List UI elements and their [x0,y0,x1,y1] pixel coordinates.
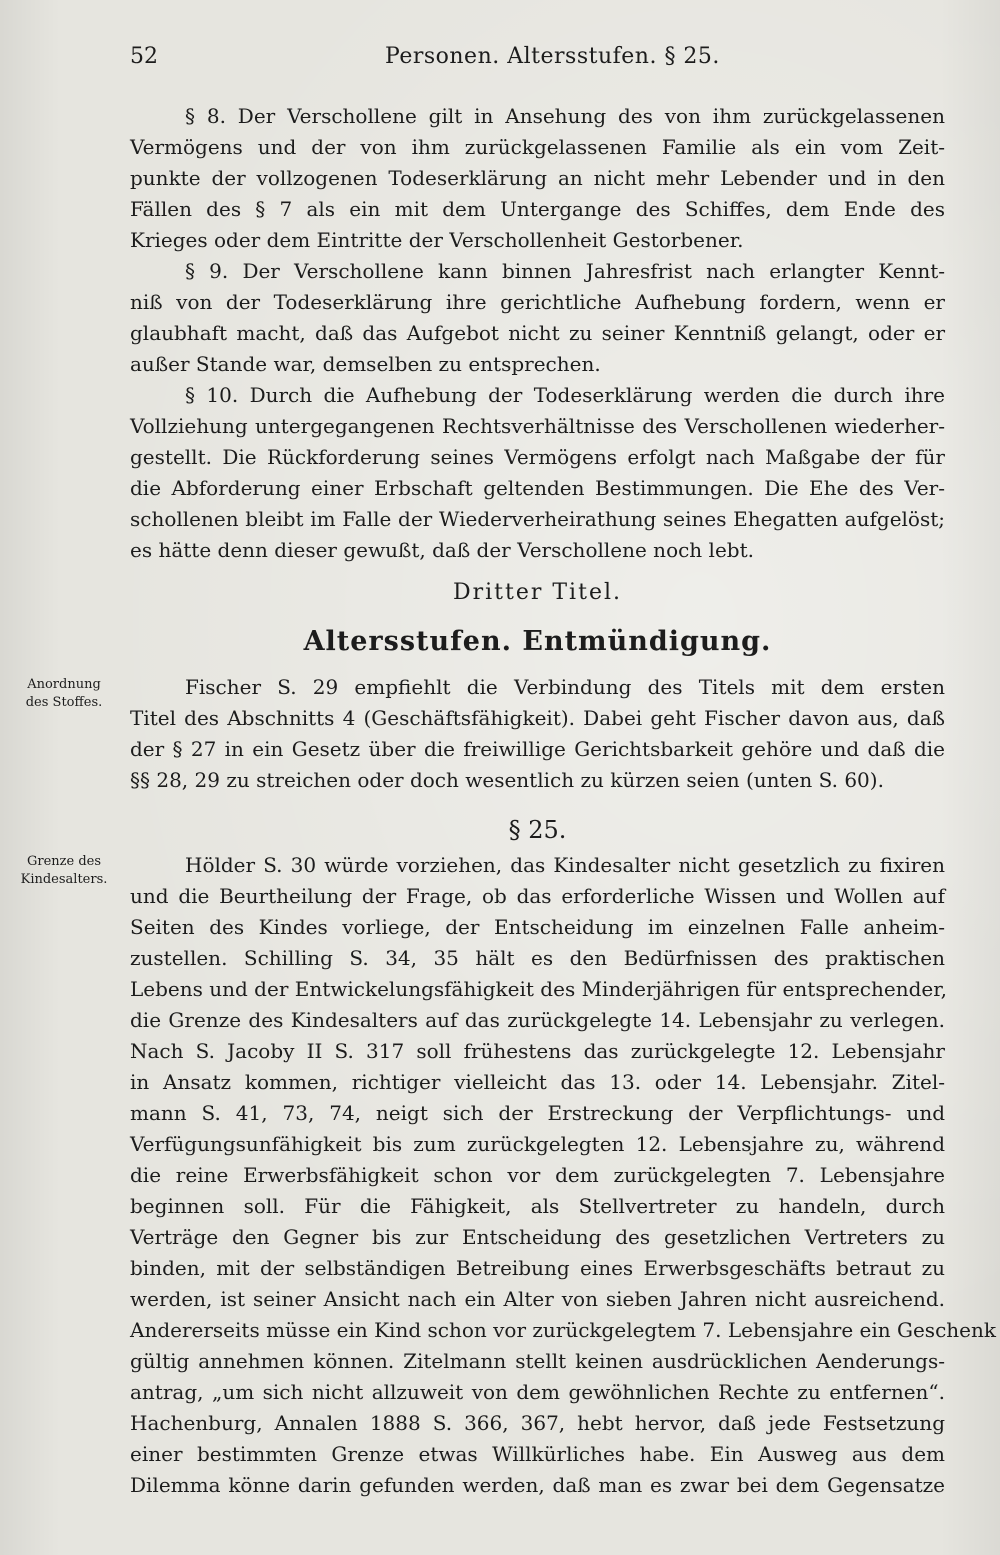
text-line: gestellt. Die Rückforderung seines Vermögens erfolgt nach Maßgabe der für [130,445,945,469]
text-line: Andererseits müsse ein Kind schon vor zurückgelegtem 7. Lebensjahre ein Geschenk [130,1318,996,1342]
text-line: außer Stande war, demselben zu entsprechen. [130,352,601,376]
text-line: antrag, „um sich nicht allzuweit von dem gewöhnlichen Rechte zu entfernen“. [130,1380,945,1404]
text-line: beginnen soll. Für die Fähigkeit, als Stellvertreter zu handeln, durch [130,1194,945,1218]
text-line: Verträge den Gegner bis zur Entscheidung des gesetzlichen Vertreters zu [130,1225,945,1249]
text-line: § 10. Durch die Aufhebung der Todeserklärung werden die durch ihre [185,383,945,407]
margin-note-grenze [8,853,120,889]
text-block-top [130,101,945,566]
text-line: niß von der Todeserklärung ihre gerichtliche Aufhebung fordern, wenn er [130,290,945,314]
text-line: die Abforderung einer Erbschaft geltenden Bestimmungen. Die Ehe des Ver- [130,476,945,500]
text-line: punkte der vollzogenen Todeserklärung an nicht mehr Lebender und in den [130,166,945,190]
margin-note-anordnung [8,676,120,712]
paragraph-heading: § 25. [508,816,567,844]
margin-note-line: Kindesalters. [20,872,108,887]
text-block-fischer [130,672,945,796]
text-line: es hätte denn dieser gewußt, daß der Verschollene noch lebt. [130,538,754,562]
text-line: in Ansatz kommen, richtiger vielleicht das 13. oder 14. Lebensjahr. Zitel- [130,1070,945,1094]
text-line: § 9. Der Verschollene kann binnen Jahresfrist nach erlangter Kennt- [185,259,945,283]
text-line: einer bestimmten Grenze etwas Willkürliches habe. Ein Ausweg aus dem [130,1442,945,1466]
text-line: Fällen des § 7 als ein mit dem Untergange des Schiffes, dem Ende des [130,197,945,221]
text-line: schollenen bleibt im Falle der Wiederverheirathung seines Ehegatten aufgelöst; [130,507,945,531]
text-line: Lebens und der Entwickelungsfähigkeit des Minderjährigen für entsprechender, [130,977,947,1001]
text-line: Titel des Abschnitts 4 (Geschäftsfähigkeit). Dabei geht Fischer davon aus, daß [130,706,945,730]
text-line: zustellen. Schilling S. 34, 35 hält es den Bedürfnissen des praktischen [130,946,945,970]
text-line: Seiten des Kindes vorliege, der Entscheidung im einzelnen Falle anheim- [130,915,945,939]
text-line: Nach S. Jacoby II S. 317 soll frühestens das zurückgelegte 12. Lebensjahr [130,1039,945,1063]
margin-note-line: Grenze des [26,854,102,869]
text-line: binden, mit der selbständigen Betreibung eines Erwerbsgeschäfts betraut zu [130,1256,945,1280]
text-line: Verfügungsunfähigkeit bis zum zurückgelegten 12. Lebensjahre zu, während [130,1132,945,1156]
text-line: Dilemma könne darin gefunden werden, daß man es zwar bei dem Gegensatze [130,1473,945,1497]
text-line: die reine Erwerbsfähigkeit schon vor dem zurückgelegten 7. Lebensjahre [130,1163,945,1187]
text-line: die Grenze des Kindesalters auf das zurückgelegte 14. Lebensjahr zu verlegen. [130,1008,945,1032]
margin-note-line: des Stoffes. [25,695,103,710]
margin-note-line: Anordnung [27,677,101,692]
page-header [130,44,940,76]
running-head: Personen. Altersstufen. § 25. [385,44,720,69]
text-block-section-25 [130,850,996,1501]
text-line: Hachenburg, Annalen 1888 S. 366, 367, hebt hervor, daß jede Festsetzung [130,1411,945,1435]
text-line: Fischer S. 29 empfiehlt die Verbindung des Titels mit dem ersten [185,675,945,699]
text-line: Hölder S. 30 würde vorziehen, das Kindesalter nicht gesetzlich zu fixiren [185,853,945,877]
text-line: § 8. Der Verschollene gilt in Ansehung des von ihm zurückgelassenen [185,104,945,128]
text-line: gültig annehmen können. Zitelmann stellt keinen ausdrücklichen Aenderungs- [130,1349,945,1373]
text-line: §§ 28, 29 zu streichen oder doch wesentlich zu kürzen seien (unten S. 60). [130,768,884,792]
text-line: Krieges oder dem Eintritte der Verschollenheit Gestorbener. [130,228,744,252]
text-line: der § 27 in ein Gesetz über die freiwillige Gerichtsbarkeit gehöre und daß die [130,737,945,761]
text-line: und die Beurtheilung der Frage, ob das erforderliche Wissen und Wollen auf [130,884,945,908]
text-line: mann S. 41, 73, 74, neigt sich der Erstreckung der Verpflichtungs- und [130,1101,945,1125]
text-line: Vermögens und der von ihm zurückgelassenen Familie als ein vom Zeit- [130,135,945,159]
text-line: werden, ist seiner Ansicht nach ein Alter von sieben Jahren nicht ausreichend. [130,1287,945,1311]
text-line: glaubhaft macht, daß das Aufgebot nicht zu seiner Kenntniß gelangt, oder er [130,321,945,345]
section-heading-dritter-titel: Dritter Titel. [452,580,622,605]
text-line: Vollziehung untergegangenen Rechtsverhältnisse des Verschollenen wiederher- [130,414,945,438]
page-number: 52 [130,44,158,69]
chapter-title: Altersstufen. Entmündigung. [303,626,772,657]
